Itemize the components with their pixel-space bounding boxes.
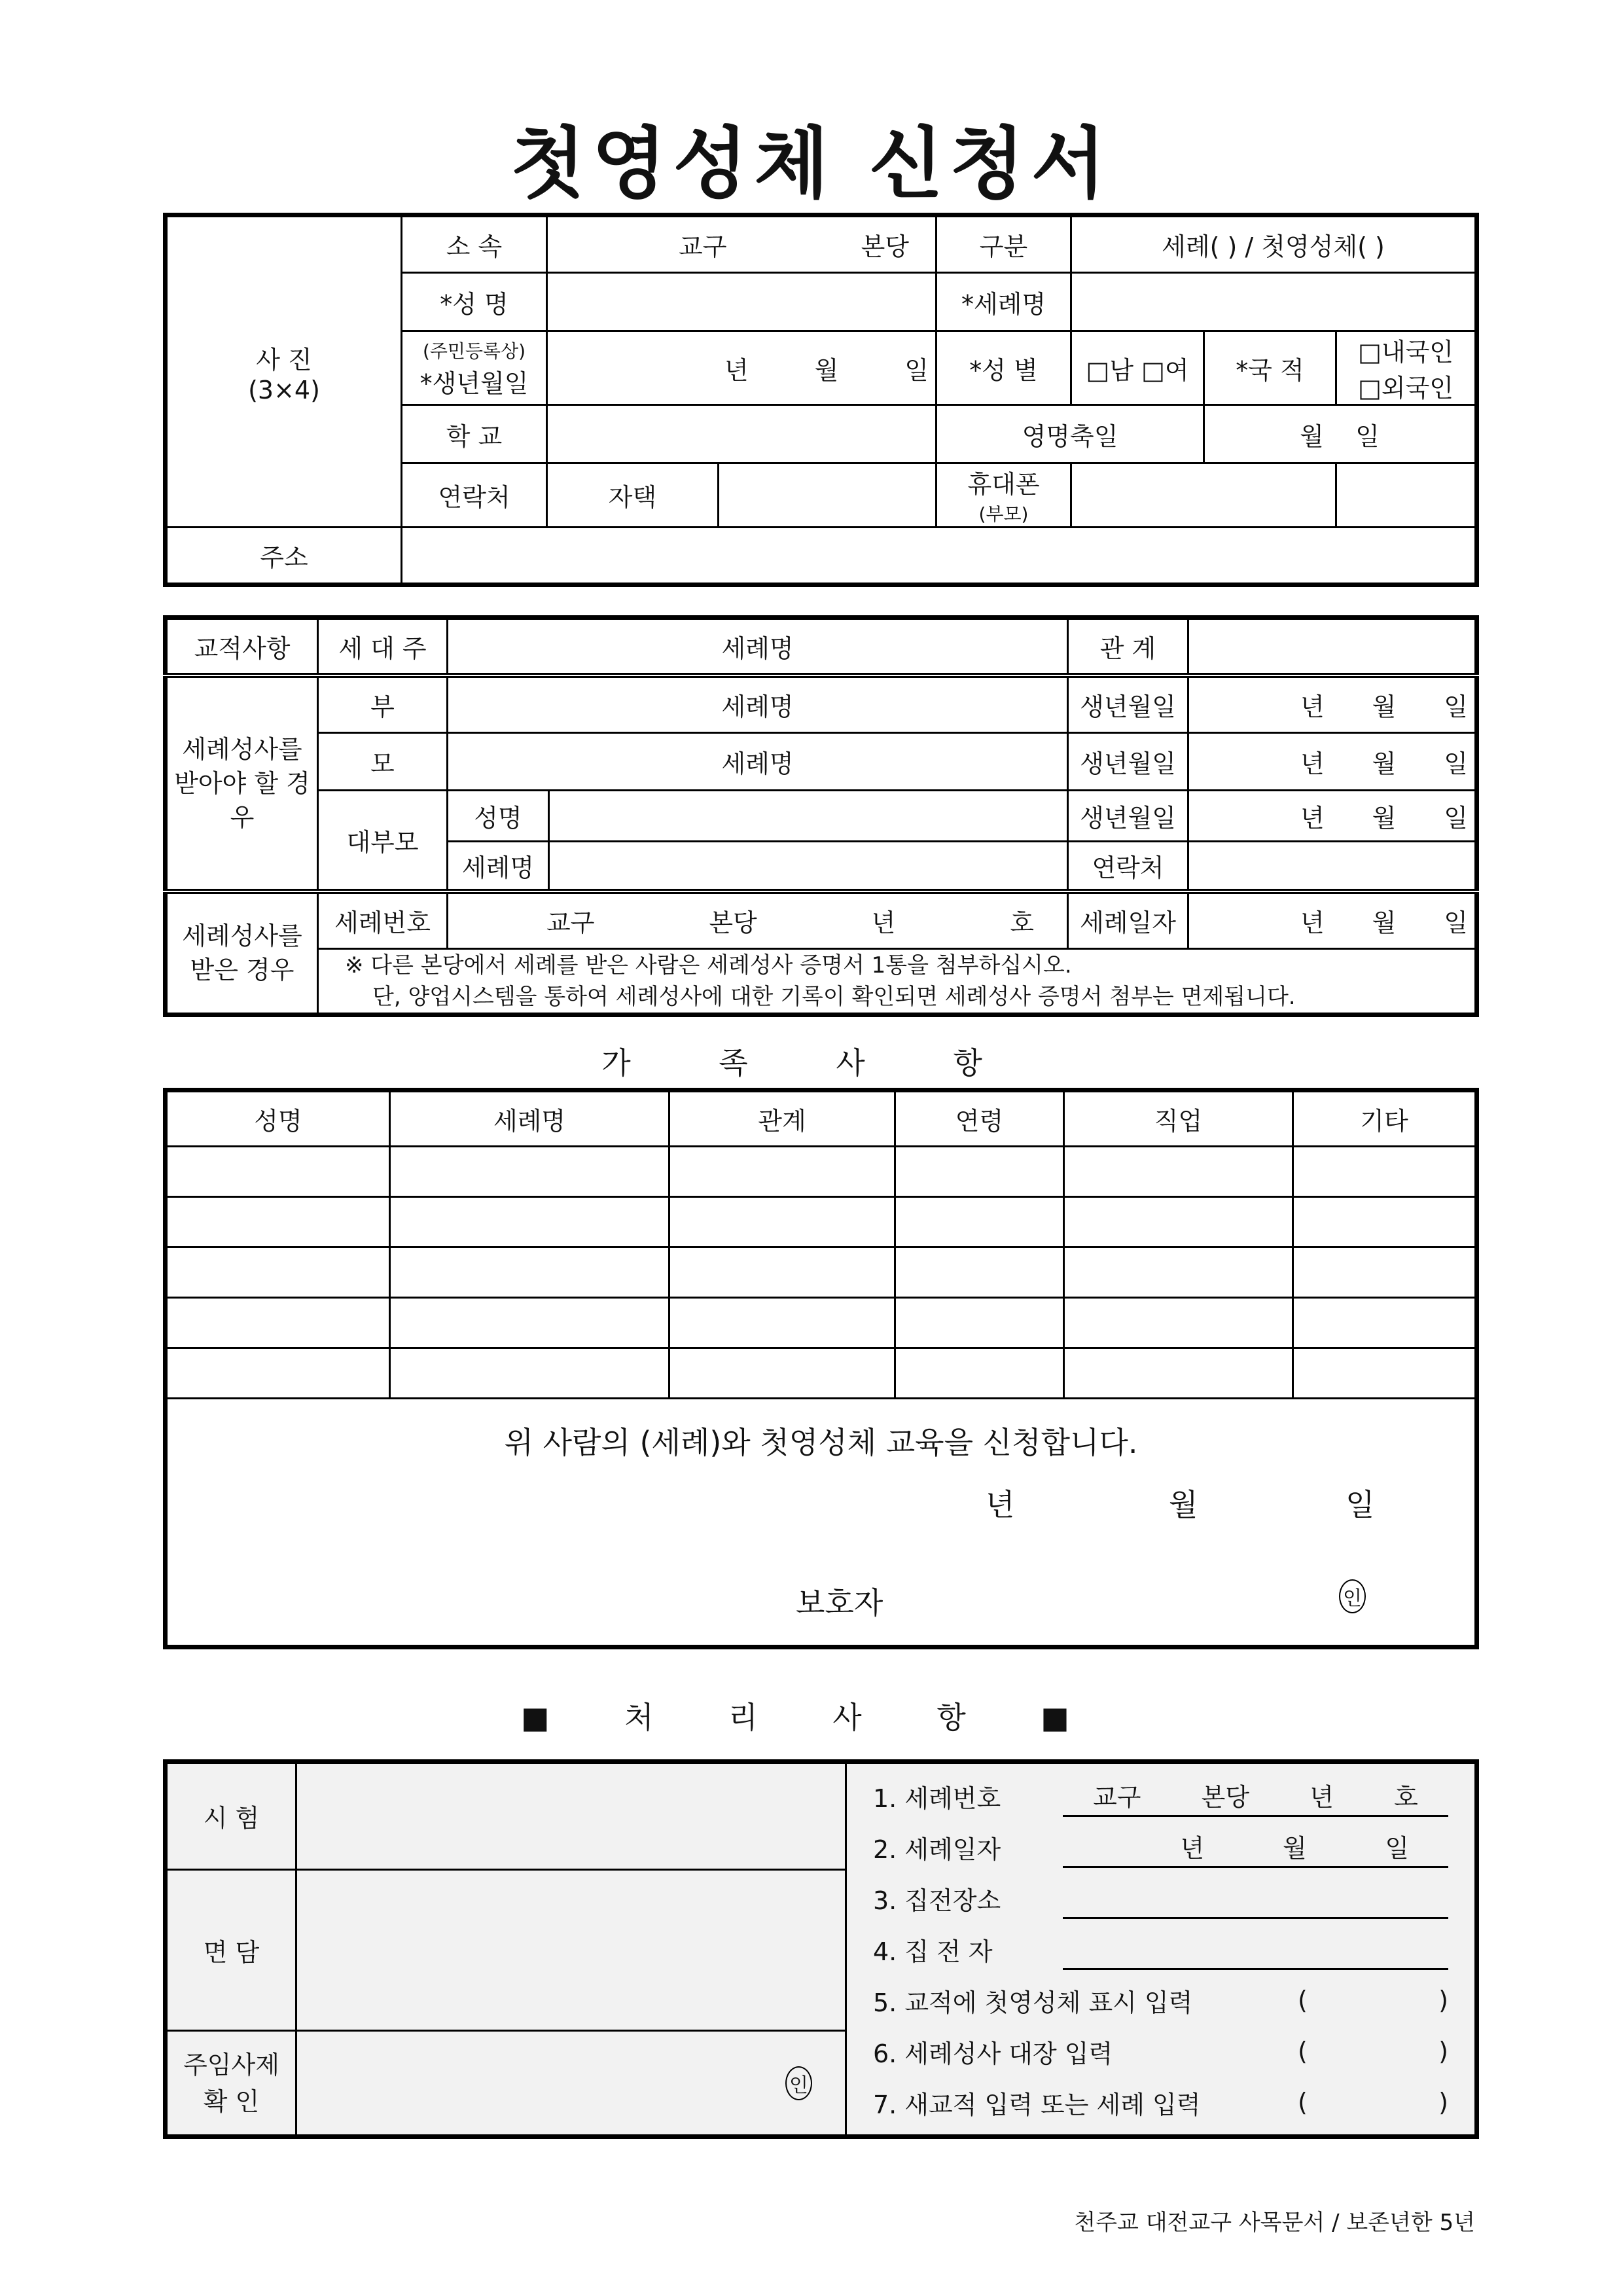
baptism-no-field[interactable] (448, 891, 1068, 949)
paren-open: ( (1298, 1986, 1308, 2015)
day-label: 일 (1444, 804, 1468, 833)
processing-item-label: 3. 집전장소 (873, 1886, 1001, 1915)
family-cell[interactable] (1293, 1247, 1477, 1298)
family-cell[interactable] (895, 1348, 1064, 1399)
year-label: 년 (1310, 1783, 1334, 1812)
family-cell[interactable] (895, 1197, 1064, 1247)
family-cell[interactable] (1293, 1147, 1477, 1197)
birth-note: (주민등록상) (422, 340, 526, 362)
place-line[interactable] (1063, 1878, 1448, 1919)
exam-field[interactable] (296, 1762, 846, 1870)
mother-label: 모 (318, 733, 448, 791)
records-label: 교적사항 (166, 618, 318, 675)
family-col-age: 연령 (895, 1090, 1064, 1147)
godparent-birth-field[interactable] (1188, 791, 1477, 842)
processing-list (846, 1762, 1477, 2137)
year-label: 년 (724, 355, 749, 385)
pastor-label-2: 확 인 (203, 2087, 260, 2116)
relation-field[interactable] (1188, 618, 1477, 675)
gender-options (1071, 331, 1204, 405)
processing-item-celebrant (873, 1924, 1448, 1975)
pastor-label-cell (166, 2031, 296, 2137)
mobile-label-cell (936, 463, 1071, 528)
declaration-day: 일 (1346, 1487, 1375, 1522)
family-row (166, 1247, 1477, 1298)
parish-label: 본당 (861, 232, 909, 261)
day-label: 일 (1444, 749, 1468, 778)
family-cell[interactable] (669, 1197, 895, 1247)
category-label: 구분 (936, 215, 1071, 273)
processing-item-baptism-date (873, 1821, 1448, 1873)
number-label: 호 (1394, 1783, 1418, 1812)
birth-field[interactable] (547, 331, 936, 405)
nationality-domestic-checkbox[interactable]: □내국인 (1357, 338, 1454, 367)
year-label: 년 (1180, 1834, 1205, 1863)
feast-day-day-label: 일 (1355, 422, 1380, 451)
godparent-baptismal-name-label: 세례명 (448, 842, 549, 891)
feast-day-field[interactable] (1204, 405, 1477, 463)
godparent-label: 대부모 (318, 791, 448, 891)
godparent-baptismal-name-field[interactable] (549, 842, 1068, 891)
family-cell[interactable] (166, 1147, 390, 1197)
baptism-no-label: 세례번호 (318, 891, 448, 949)
paren-close: ) (1438, 2037, 1448, 2066)
family-row (166, 1348, 1477, 1399)
pastor-sign-field[interactable] (296, 2031, 846, 2137)
father-birth-field[interactable] (1188, 675, 1477, 733)
baptism-date-field[interactable] (1188, 891, 1477, 949)
day-label: 일 (1385, 1834, 1410, 1863)
family-cell[interactable] (166, 1197, 390, 1247)
note-line-2: 단, 양업시스템을 통하여 세례성사에 대한 기록이 확인되면 세례성사 증명서 첨부는 면제됩니다. (372, 984, 1296, 1010)
month-label: 월 (1372, 692, 1397, 722)
godparent-contact-label: 연락처 (1068, 842, 1188, 891)
family-cell[interactable] (669, 1247, 895, 1298)
family-cell[interactable] (895, 1247, 1064, 1298)
father-birth-label: 생년월일 (1068, 675, 1188, 733)
mother-baptismal-name[interactable]: 세례명 (448, 733, 1068, 791)
year-label: 년 (1300, 749, 1325, 778)
relation-label: 관 계 (1068, 618, 1188, 675)
feast-day-label: 영명축일 (936, 405, 1204, 463)
processing-item-place (873, 1873, 1448, 1924)
family-cell[interactable] (1293, 1197, 1477, 1247)
month-label: 월 (1282, 1834, 1307, 1863)
processing-item-register (873, 2026, 1448, 2077)
pastor-label-1: 주임사제 (183, 2050, 279, 2079)
baptismal-name-field[interactable] (1071, 273, 1477, 331)
family-section-title: 가 족 사 항 (601, 1045, 1022, 1081)
home-label: 자택 (547, 463, 719, 528)
month-label: 월 (814, 355, 839, 385)
paren-close: ) (1438, 1986, 1448, 2015)
family-cell[interactable] (895, 1298, 1064, 1348)
family-cell[interactable] (390, 1298, 669, 1348)
family-cell[interactable] (669, 1348, 895, 1399)
family-cell[interactable] (390, 1247, 669, 1298)
family-col-etc: 기타 (1293, 1090, 1477, 1147)
processing-section-title: ■ 처 리 사 항 ■ (521, 1700, 1102, 1735)
processing-item-baptism-no (873, 1770, 1448, 1821)
address-field[interactable] (402, 528, 1477, 585)
affiliation-label: 소 속 (402, 215, 547, 273)
school-label: 학 교 (402, 405, 547, 463)
note-line-1: ※ 다른 본당에서 세례를 받은 사람은 세례성사 증명서 1통을 첨부하십시오. (345, 952, 1072, 978)
baptism-note (318, 949, 1477, 1015)
family-col-name: 성명 (166, 1090, 390, 1147)
family-col-baptismal-name: 세례명 (390, 1090, 669, 1147)
family-cell[interactable] (390, 1197, 669, 1247)
declaration-month: 월 (1169, 1487, 1198, 1522)
family-cell[interactable] (390, 1147, 669, 1197)
number-label: 호 (1010, 908, 1034, 938)
declaration-area (166, 1399, 1477, 1647)
processing-item-label: 4. 집 전 자 (873, 1937, 993, 1966)
family-cell[interactable] (166, 1298, 390, 1348)
interview-field[interactable] (296, 1869, 846, 2031)
year-label: 년 (871, 908, 896, 938)
mother-birth-field[interactable] (1188, 733, 1477, 791)
diocese-label: 교구 (1093, 1783, 1141, 1812)
name-label: *성 명 (402, 273, 547, 331)
family-col-job: 직업 (1064, 1090, 1293, 1147)
interview-label: 면 담 (166, 1869, 296, 2031)
category-field[interactable]: 세례( ) / 첫영성체( ) (1071, 215, 1477, 273)
photo-box[interactable] (166, 215, 402, 528)
baptism-no-line[interactable] (1063, 1776, 1448, 1817)
family-cell[interactable] (1293, 1298, 1477, 1348)
name-field[interactable] (547, 273, 936, 331)
exam-label: 시 험 (166, 1762, 296, 1870)
paren-open: ( (1298, 2088, 1308, 2117)
parish-label: 본당 (709, 908, 757, 938)
nationality-options (1336, 331, 1477, 405)
baptism-date-label: 세례일자 (1068, 891, 1188, 949)
processing-item-label: 2. 세례일자 (873, 1835, 1001, 1864)
year-label: 년 (1300, 908, 1325, 938)
month-label: 월 (1372, 908, 1397, 938)
guardian-seal[interactable]: 인 (1339, 1579, 1366, 1613)
family-cell[interactable] (1064, 1348, 1293, 1399)
diocese-label: 교구 (679, 232, 727, 261)
householder-label: 세 대 주 (318, 618, 448, 675)
received-baptism-label: 세례성사를 받은 경우 (166, 891, 318, 1015)
applicant-table (163, 213, 1479, 587)
feast-month-label: 월 (1300, 422, 1324, 451)
birth-label-cell (402, 331, 547, 405)
processing-table (163, 1759, 1479, 2139)
family-cell[interactable] (895, 1147, 1064, 1197)
check-field[interactable] (1298, 1986, 1448, 2015)
family-table (163, 1088, 1479, 1649)
householder-baptismal-name[interactable]: 세례명 (448, 618, 1068, 675)
mother-birth-label: 생년월일 (1068, 733, 1188, 791)
father-baptismal-name[interactable]: 세례명 (448, 675, 1068, 733)
godparent-name-field[interactable] (549, 791, 1068, 842)
processing-item-label: 1. 세례번호 (873, 1784, 1001, 1813)
family-cell[interactable] (1293, 1348, 1477, 1399)
mobile-note: (부모) (978, 503, 1029, 525)
celebrant-line[interactable] (1063, 1929, 1448, 1970)
family-row (166, 1147, 1477, 1197)
day-label: 일 (904, 355, 929, 385)
family-cell[interactable] (1064, 1298, 1293, 1348)
processing-item-new-record (873, 2077, 1448, 2128)
year-label: 년 (1300, 692, 1325, 722)
godparent-contact-field[interactable] (1188, 842, 1477, 891)
family-cell[interactable] (166, 1247, 390, 1298)
paren-close: ) (1438, 2088, 1448, 2117)
family-cell[interactable] (1064, 1197, 1293, 1247)
contact-label: 연락처 (402, 463, 547, 528)
gender-male-checkbox[interactable]: □남 (1086, 355, 1133, 385)
paren-open: ( (1298, 2037, 1308, 2066)
family-cell[interactable] (1064, 1147, 1293, 1197)
parish-records-table (163, 615, 1479, 1017)
day-label: 일 (1444, 692, 1468, 722)
processing-item-first-communion-mark (873, 1975, 1448, 2026)
guardian-label: 보호자 (796, 1585, 883, 1621)
month-label: 월 (1372, 804, 1397, 833)
day-label: 일 (1444, 908, 1468, 938)
baptism-date-line[interactable] (1063, 1827, 1448, 1868)
processing-item-label: 7. 새교적 입력 또는 세례 입력 (873, 2090, 1201, 2119)
diocese-label: 교구 (546, 908, 595, 938)
declaration-year: 년 (986, 1487, 1015, 1522)
check-field[interactable] (1298, 2037, 1448, 2066)
address-label: 주소 (166, 528, 402, 585)
parish-label: 본당 (1201, 1783, 1250, 1812)
processing-item-label: 6. 세례성사 대장 입력 (873, 2039, 1113, 2068)
declaration-text: 위 사람의 (세례)와 첫영성체 교육을 신청합니다. (504, 1425, 1138, 1460)
check-field[interactable] (1298, 2088, 1448, 2117)
family-cell[interactable] (166, 1348, 390, 1399)
home-phone-field[interactable] (719, 463, 936, 528)
pastor-seal[interactable]: 인 (785, 2066, 812, 2100)
family-col-relation: 관계 (669, 1090, 895, 1147)
family-cell[interactable] (390, 1348, 669, 1399)
mobile-field[interactable] (1071, 463, 1336, 528)
family-row (166, 1298, 1477, 1348)
footer-text: 천주교 대전교구 사목문서 / 보존년한 5년 (1074, 2210, 1475, 2236)
affiliation-field[interactable] (547, 215, 936, 273)
family-cell[interactable] (669, 1147, 895, 1197)
gender-female-checkbox[interactable]: □여 (1141, 355, 1189, 385)
need-baptism-label: 세례성사를 받아야 할 경우 (166, 675, 318, 891)
processing-item-label: 5. 교적에 첫영성체 표시 입력 (873, 1988, 1193, 2017)
mobile-label: 휴대폰 (967, 470, 1040, 499)
family-header-row (166, 1090, 1477, 1147)
family-row (166, 1197, 1477, 1247)
family-cell[interactable] (1064, 1247, 1293, 1298)
photo-label: 사 진 (256, 345, 312, 374)
baptismal-name-label: *세례명 (936, 273, 1071, 331)
photo-size: (3×4) (248, 375, 320, 404)
month-label: 월 (1372, 749, 1397, 778)
nationality-foreign-checkbox[interactable]: □외국인 (1357, 374, 1454, 403)
godparent-name-label: 성명 (448, 791, 549, 842)
page-title: 첫영성체 신청서 (510, 118, 1113, 209)
family-cell[interactable] (669, 1298, 895, 1348)
birth-label: *생년월일 (419, 368, 529, 398)
father-label: 부 (318, 675, 448, 733)
godparent-birth-label: 생년월일 (1068, 791, 1188, 842)
gender-label: *성 별 (936, 331, 1071, 405)
year-label: 년 (1300, 804, 1325, 833)
school-field[interactable] (547, 405, 936, 463)
nationality-label: *국 적 (1204, 331, 1336, 405)
